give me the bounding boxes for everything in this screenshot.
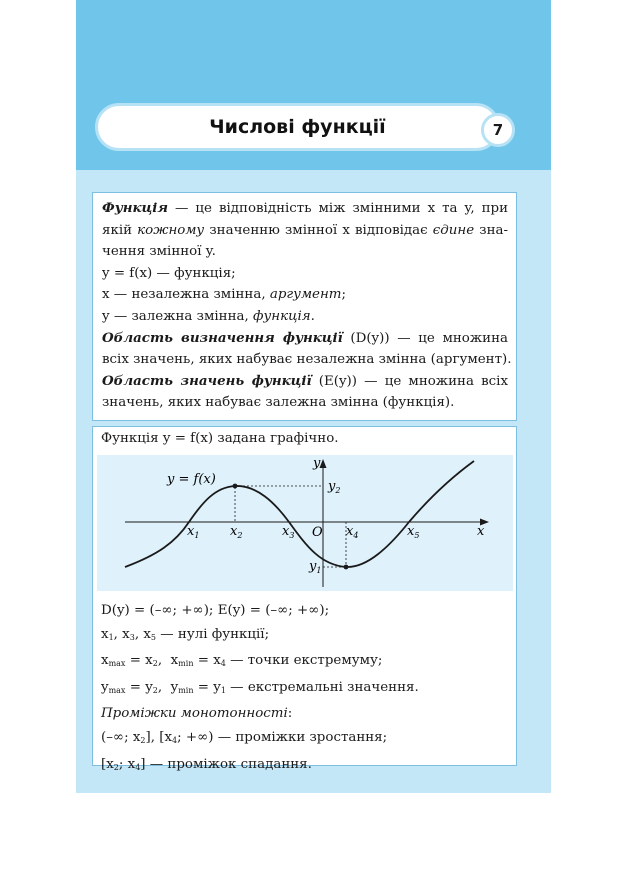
curve-label: y = f(x) bbox=[167, 472, 216, 487]
graph-header: Функція y = f(x) задана графічно. bbox=[101, 431, 339, 446]
extrema-points-line: $x_{max} = x_2$, $x_{min} = x_4$ — точки екстремуму; bbox=[101, 653, 383, 669]
page-number: 7 bbox=[481, 113, 515, 147]
max-point bbox=[233, 484, 238, 489]
x-axis-label: x bbox=[477, 524, 485, 539]
def-line-6: y — залежна змінна, функція. bbox=[102, 308, 315, 324]
min-point bbox=[344, 565, 349, 570]
monotonicity-title: Проміжки монотонності: bbox=[101, 706, 293, 722]
decreasing-line: [$x_2$; $x_4$] — проміжок спадання. bbox=[101, 756, 312, 772]
def-line-1: Функція — це відповідність між змінними x та y, при bbox=[102, 200, 508, 216]
def-line-5: x — незалежна змінна, аргумент; bbox=[102, 287, 347, 303]
def-line-2: якій кожному значенню змінної x відповідає єдине зна- bbox=[102, 222, 508, 238]
def-line-4: y = f(x) — функція; bbox=[102, 265, 236, 281]
increasing-line: (–∞; $x_2$], [$x_4$; +∞) — проміжки зростання; bbox=[101, 729, 388, 745]
title-box bbox=[95, 103, 500, 151]
domain-range-line: D(y) = (–∞; +∞); E(y) = (–∞; +∞); bbox=[101, 603, 330, 618]
zeros-line: $x_1$, $x_3$, $x_5$ — нулі функції; bbox=[101, 626, 270, 642]
x3-label: $x_3$ bbox=[282, 524, 295, 540]
y-axis-label: y bbox=[313, 456, 321, 471]
x1-label: $x_1$ bbox=[187, 524, 200, 540]
x4-label: $x_4$ bbox=[346, 524, 359, 540]
properties-list bbox=[101, 599, 419, 779]
def-line-3: чення змінної y. bbox=[102, 244, 216, 260]
def-line-9: Область значень функції (E(y)) — це множина всіх bbox=[102, 372, 508, 389]
y1-label: $y_1$ bbox=[309, 559, 322, 575]
graph-box bbox=[92, 426, 517, 772]
extrema-values-line: $y_{max} = y_2$, $y_{min} = y_1$ — екстремальні значення. bbox=[101, 679, 419, 695]
page-title: Числові функції bbox=[209, 116, 386, 138]
y-axis-arrow bbox=[320, 459, 327, 468]
def-line-7: Область визначення функції (D(y)) — це множина bbox=[102, 329, 508, 346]
def-line-8: всіх значень, яких набуває незалежна змінна (аргумент). bbox=[102, 352, 512, 368]
function-graph bbox=[97, 455, 513, 591]
def-line-10: значень, яких набуває залежна змінна (функція). bbox=[102, 395, 455, 411]
origin-label: O bbox=[312, 525, 323, 540]
definitions-box bbox=[92, 192, 517, 421]
y2-label: $y_2$ bbox=[328, 479, 341, 495]
x5-label: $x_5$ bbox=[407, 524, 420, 540]
graph-area bbox=[97, 455, 513, 591]
x2-label: $x_2$ bbox=[230, 524, 243, 540]
